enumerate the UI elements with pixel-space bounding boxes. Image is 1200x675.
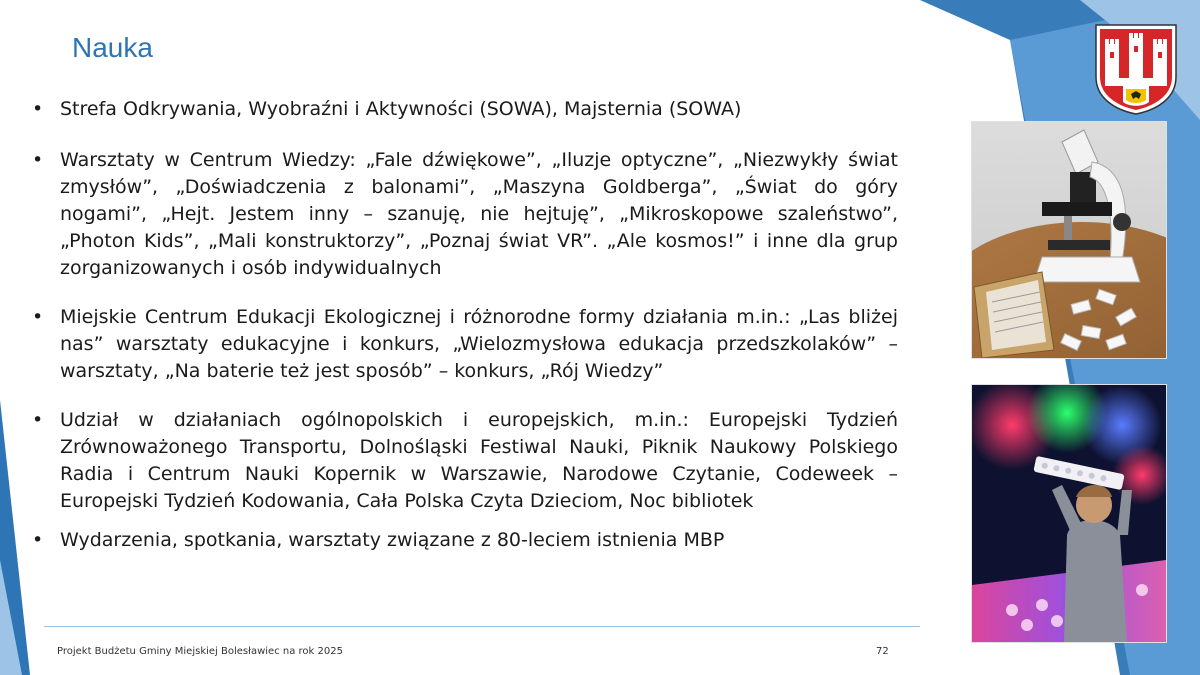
bullet-text: Udział w działaniach ogólnopolskich i europejskich, m.in.: Europejski Tydzień Zrównoważonego Transportu, Dolnośląski Festiwal Nauki, Piknik Naukowy Polskiego Radia i Centrum Nauki Kopernik w Warszawie, Narodowe Czytanie, Codeweek – Europejski Tydzień Kodowania, Cała Polska Czyta Dzieciom, Noc bibliotek xyxy=(60,409,898,512)
slide-title: Nauka xyxy=(72,32,153,63)
bullet-item xyxy=(30,407,898,515)
bullet-item xyxy=(30,96,898,123)
bullet-glyph: • xyxy=(32,529,44,551)
bullet-text: Wydarzenia, spotkania, warsztaty związane z 80-leciem istnienia MBP xyxy=(60,529,725,551)
bullet-glyph: • xyxy=(32,306,44,328)
bullet-glyph: • xyxy=(32,409,44,431)
bullet-glyph: • xyxy=(32,149,44,171)
microscope-photo xyxy=(971,121,1167,359)
page-number: 72 xyxy=(876,646,889,657)
footer-text: Projekt Budżetu Gminy Miejskiej Bolesławiec na rok 2025 xyxy=(57,646,343,657)
bullet-item xyxy=(30,527,898,554)
bullet-text: Miejskie Centrum Edukacji Ekologicznej i różnorodne formy działania m.in.: „Las bliżej nas” warsztaty edukacyjne i konkurs, „Wielozmysłowa edukacja przedszkolaków” – warsztaty, „Na baterie też jest sposób” – konkurs, „Rój Wiedzy” xyxy=(60,306,898,382)
bullet-glyph: • xyxy=(32,98,44,120)
child-light-table-photo xyxy=(971,384,1167,643)
bullet-item xyxy=(30,304,898,385)
coat-of-arms-icon xyxy=(1093,22,1179,116)
bullet-text: Strefa Odkrywania, Wyobraźni i Aktywności (SOWA), Majsternia (SOWA) xyxy=(60,98,742,120)
footer-divider xyxy=(44,626,920,627)
bullet-item xyxy=(30,147,898,282)
bullet-list xyxy=(30,96,898,554)
bullet-text: Warsztaty w Centrum Wiedzy: „Fale dźwiękowe”, „Iluzje optyczne”, „Niezwykły świat zmysłów”, „Doświadczenia z balonami”, „Maszyna Goldberga”, „Świat do góry nogami”, „Hejt. Jestem inny – szanuję, nie hejtuję”, „Mikroskopowe szaleństwo”, „Photon Kids”, „Mali konstruktorzy”, „Poznaj świat VR”. „Ale kosmos!” i inne dla grup zorganizowanych i osób indywidualnych xyxy=(60,149,898,279)
